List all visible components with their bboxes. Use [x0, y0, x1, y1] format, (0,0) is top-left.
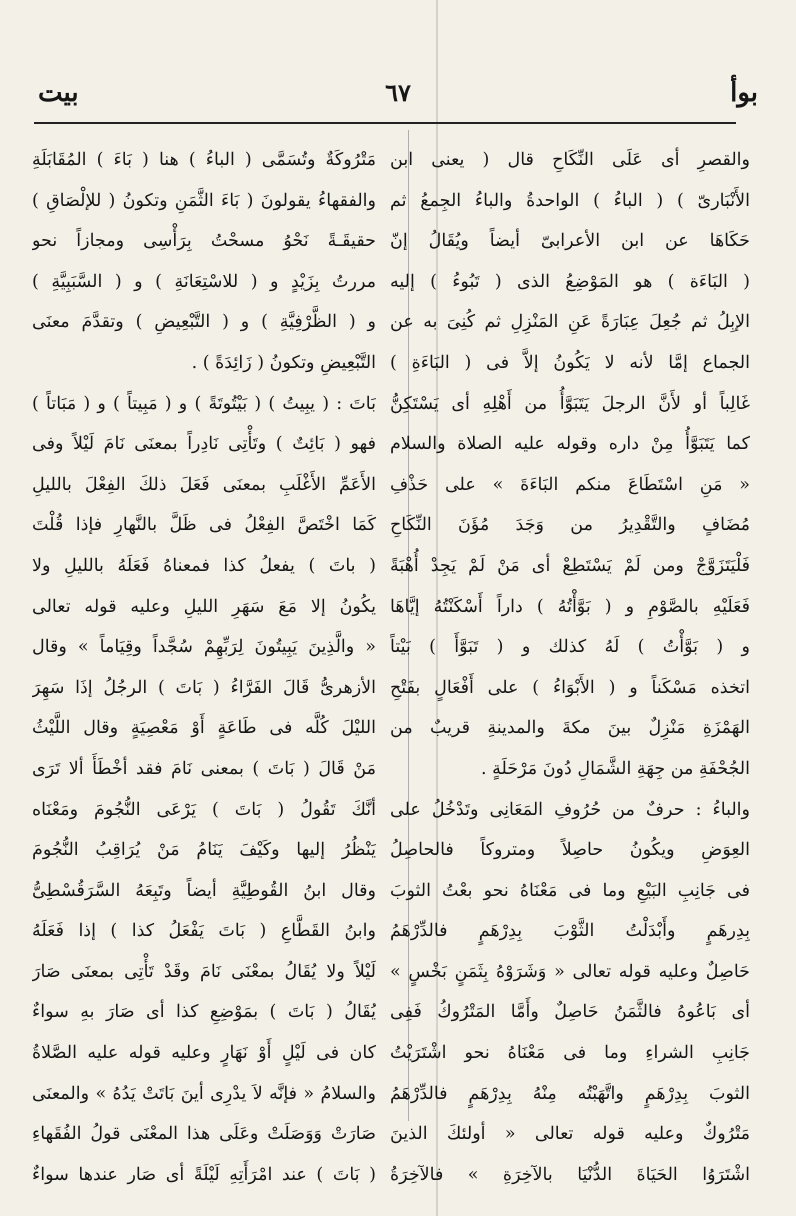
text-line: الإبِلُ ثم جُعِلَ عِبَارَةً عَنِ المَنْزِلِ ثم كُنِىَ به عن — [390, 312, 750, 333]
text-line: الثوبَ بِدِرْهَمٍ واتَّهَبْتُه مِنْهُ بِدِرْهَمٍ فالدِّرْهَمُ — [390, 1083, 750, 1104]
text-line: العِوَضِ ويكُونُ حاصِلاً ومتروكاً فالحاصِلُ — [390, 840, 750, 861]
text-line: والسلامُ « فإنَّه لاَ يدْرِى أينَ بَاتَتْ يَدُهُ » والمعنَى — [32, 1083, 376, 1104]
text-line: يَنْظُرُ إليها وكَيْفَ يَنَامُ مَنْ يُرَاقِبُ النُّجُومَ — [32, 840, 376, 861]
text-line: ( باتَ ) يفعلُ كذا فمعناهُ فَعَلَهُ بالليلِ ولا — [32, 555, 376, 576]
text-line: التَّبْعِيضِ وتكونُ ( زَائِدَةً ) . — [191, 352, 376, 373]
text-line: يكُونُ إلا مَعَ سَهَرِ الليلِ وعليه قوله تعالى — [32, 596, 376, 617]
text-line: و ( بَوَّأْتُ ) لَهُ كذلك و ( تَبَوَّأَ ) بَيْتاً — [390, 637, 750, 658]
text-line: الهَمْزَةِ مَنْزِلٌ بينَ مكةَ والمدينةِ قريبٌ من — [390, 718, 750, 739]
text-line: مررتُ بِزَيْدٍ و ( للاسْتِعَانَةِ ) و ( السَّبَبِيَّةِ ) — [32, 271, 376, 292]
left-column — [32, 140, 376, 1195]
text-line: فى جَانِبِ البَيْعِ وما فى مَعْنَاهُ نحو بعْتُ الثوبَ — [390, 880, 750, 901]
page-header — [38, 78, 758, 116]
text-line: أى بَاعُوهُ فالثَّمَنُ حَاصِلٌ وأَمَّا المَتْرُوكُ فَفِى — [390, 1002, 750, 1023]
text-line: وابنُ القَطَّاعِ ( بَاتَ يَفْعَلُ كذا ) إذا فَعَلَهُ — [32, 921, 376, 942]
text-line: حقيقَـةً نَحْوُ مسحْتُ بِرَأْسِى ومجازاً نحو — [32, 231, 376, 252]
text-line: اتخذه مَسْكَناً و ( الأَبْوَاءُ ) على أَفْعَالٍ بفَتْحِ — [390, 677, 750, 698]
text-line: والقصرِ أى عَلَى النِّكَاحِ قال ( يعنى ابن — [390, 150, 750, 170]
text-line: فَعَلَيْهِ بالصَّوْمِ و ( بَوَّأْتُهُ ) داراً أَسْكَنْتُهُ إيَّاهَا — [390, 596, 750, 617]
text-line: الأَنْبَارىّ ) ( الباءُ ) الواحدةُ والباءُ الجِمعُ ثم — [390, 190, 750, 211]
text-line: الأزهرىُّ قَالَ الفَرَّاءُ ( بَاتَ ) الرجُلُ إذَا سَهِرَ — [32, 677, 376, 698]
text-line: فَلْيَتَزَوَّجْ ومن لَمْ يَسْتَطِعْ أى مَنْ لَمْ يَجِدْ أُهْبَةً — [390, 555, 750, 576]
text-line: وقال ابنُ القُوطِيَّةِ أيضاً وتَبِعَهُ السَّرَقُسْطِىُّ — [32, 880, 376, 901]
text-line: ( بَاتَ ) عند امْرَأَتِهِ لَيْلَةً أى صَار عندها سواءٌ — [32, 1164, 376, 1185]
text-line: « والَّذِينَ يَبِيتُونَ لِرَبِّهِمْ سُجَّداً وقِيَاماً » وقال — [32, 637, 376, 658]
text-line: فهو ( بَائِتٌ ) وتَأْتِى نَادِراً بمعنَى نَامَ لَيْلاً وفى — [32, 434, 376, 455]
text-line: « مَنِ اسْتَطَاعَ منكم البَاءَةَ » على حَذْفِ — [390, 474, 750, 495]
text-line: الجُحْفَةِ من جِهَةِ الشَّمَالِ دُونَ مَرْحَلَةٍ . — [480, 758, 750, 779]
text-line: مَتْرُوكَةٌ وتُسَمَّى ( الباءُ ) هنا ( بَاءَ ) المُقَابَلَةِ — [32, 150, 376, 170]
text-line: الليْلَ كُلَّه فى طَاعَةٍ أَوْ مَعْصِيَةٍ وقال اللَّيْثُ — [32, 718, 376, 739]
text-line: كان فى لَيْلٍ أَوْ نَهَارٍ وعليه قوله عليه الصَّلاةُ — [32, 1043, 376, 1064]
text-line: حَكَاهَا عن ابن الأعرابىّ أيضاً ويُقَالُ إنّ — [390, 231, 750, 252]
text-line: مَنْ قَالَ ( بَاتَ ) بمعنى نَامَ فقد أخْطَأَ ألا تَرَى — [32, 758, 376, 779]
text-line: صَارَتْ وَوَصَلَتْ وعَلَى هذا المعْنَى قولُ الفُقَهاءِ — [32, 1124, 376, 1145]
text-line: مَتْرُوكٌ وعليه قوله تعالى « أولئكَ الذينَ — [390, 1124, 750, 1145]
text-line: والباءُ : حرفٌ من حُرُوفِ المَعَانِى وتَدْخُلُ على — [390, 799, 750, 820]
text-line: لَيْلاً ولا يُقَالُ بمعْنَى نَامَ وقَدْ تَأْتِى بمعنَى صَارَ — [32, 961, 376, 982]
text-line: كَمَا اخْتَصَّ الفِعْلُ فى ظَلَّ بالنَّهارِ فإذا قُلْتَ — [32, 515, 376, 536]
header-rule — [34, 122, 736, 124]
text-line: بِدِرهَمٍ وأَبْدَلْتُ الثَّوْبَ بِدِرْهَمٍ فالدِّرْهَمُ — [390, 921, 750, 942]
text-line: حَاصِلٌ وعليه قوله تعالى « وَشَرَوْهُ بِثَمَنٍ بَخْسٍ » — [390, 961, 750, 982]
text-line: والفقهاءُ يقولونَ ( بَاءَ الثَّمَنِ وتكونُ ( للإلْصَاقِ ) — [32, 190, 376, 211]
page-number: ٦٧ — [385, 78, 411, 107]
text-line: يُقَالُ ( بَاتَ ) بمَوْضِعِ كذا أى صَارَ بهِ سواءٌ — [32, 1002, 376, 1023]
text-line: مُضَافٍ والتَّقْدِيرُ من وَجَدَ مُؤَنَ النِّكَاحِ — [390, 515, 750, 536]
text-line: و ( الظَّرْفِيَّةِ ) و ( التَّبْعِيضِ ) وتقدَّمَ معنَى — [32, 312, 376, 333]
text-line: الأَعَمِّ الأَغْلَبِ بمعنَى فَعَلَ ذلكَ الفِعْلَ بالليلِ — [32, 474, 376, 495]
text-line: ( البَاءَة ) هو المَوْضِعُ الذى ( تَبُوءُ ) إليه — [390, 271, 750, 292]
text-line: بَاتَ : ( يبِيتُ ) ( بَيْتُوتَةً ) و ( مَبِيتاً ) و ( مَبَاتاً ) — [32, 393, 376, 414]
right-column — [390, 140, 750, 1195]
text-line: غَالِباً أو لأَنَّ الرجلَ يَتَبَوَّأُ من أَهْلِهِ أى يَسْتَكِنُّ — [390, 393, 750, 414]
text-line: اشْتَرَوُا الحَيَاةَ الدُّنْيَا بالآخِرَةِ » فالآخِرَةُ — [390, 1164, 750, 1185]
header-right-word: بوأ — [730, 78, 758, 108]
header-left-word: بيت — [38, 78, 79, 108]
text-line: جَانِبِ الشراءِ وما فى مَعْنَاهُ نحو اشْتَرَيْتُ — [390, 1043, 750, 1064]
text-line: أنَّكَ تَقُولُ ( بَاتَ ) يَرْعَى النُّجُومَ ومَعْنَاه — [32, 799, 376, 820]
text-line: الجماع إمَّا لأنه لا يَكُونُ إلاَّ فى ( البَاءَةِ ) — [390, 352, 750, 373]
text-line: كما يَتَبَوَّأُ مِنْ داره وقوله عليه الصلاة والسلام — [390, 434, 750, 455]
